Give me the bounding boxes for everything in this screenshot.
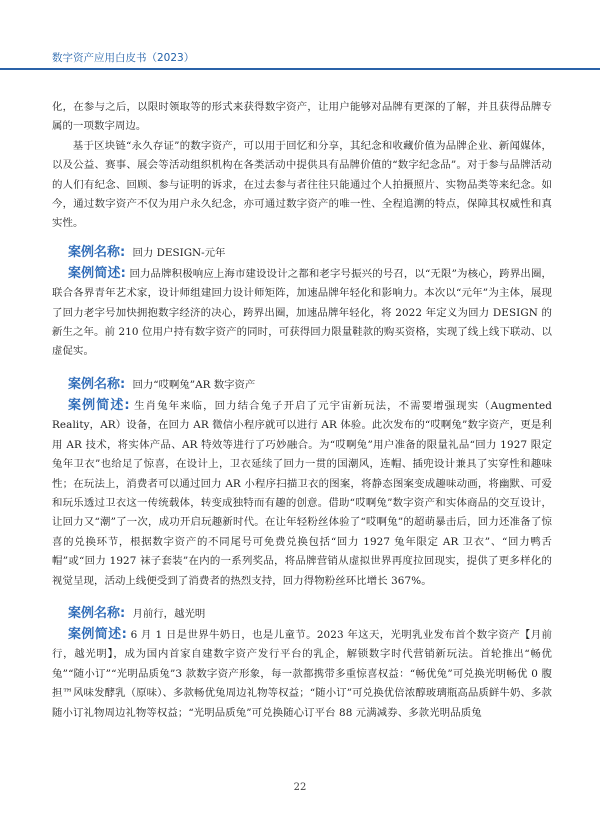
case-2-desc: 生肖兔年来临，回力结合兔子开启了元宇宙新玩法，不需要增强现实（Augmented Reality，AR）设备，在回力 AR 微信小程序就可以进行 AR 体验。此次发布的“哎啊兔”数字资产，更是利用 AR 技术，将实体产品、AR 特效等进行了巧妙融合。为“哎啊兔”用户准备的限量礼品“回力 1927 限定兔年卫衣”也给足了惊喜，在设计上，卫衣延续了回力一贯的国潮风，连帽、插兜设计兼具了实穿性和趣味性；在玩法上，消费者可以通过回力 AR 小程序扫描卫衣的图案，将静态图案变成趣味动画，将幽默、可爱和玩乐透过卫衣这一传统载体，转变成独特而有趣的创意。借助“哎啊兔”数字资产和实体商品的交互设计，让回力又“潮”了一次，成功开启玩趣新时代。在让年轻粉丝体验了“哎啊兔”的超萌暴击后，回力还准备了惊喜的兑换环节，根据数字资产的不同尾号可免费兑换包括“回力 1927 兔年限定 AR 卫衣”、“回力鸭舌帽”或“回力 1927 袜子套装”在内的一系列奖品，将品牌营销从虚拟世界再度拉回现实，提供了更多样化的视觉呈现，活动上线便受到了消费者的热烈支持，回力得物粉丝环比增长 367%。: [52, 399, 553, 587]
case-1-name: 回力 DESIGN-元年: [132, 246, 226, 259]
case-2-desc-block: [52, 396, 552, 591]
case-desc-label: 案例简述:: [68, 265, 126, 281]
case-3-name-row: [52, 603, 552, 625]
intro-paragraph-1: 化，在参与之后，以限时领取等的形式来获得数字资产，让用户能够对品牌有更深的了解，并且获得品牌专属的一项数字周边。: [52, 101, 552, 133]
case-desc-label: 案例简述:: [68, 626, 127, 642]
case-3-desc: 6 月 1 日是世界牛奶日，也是儿童节。2023 年这天，光明乳业发布首个数字资产【月前行，越光明】，成为国内首家自建数字资产发行平台的乳企，解锁数字时代营销新玩法。首轮推出“畅优兔”“随小订”“光明品质兔”3 款数字资产形象，每一款都携带多重惊喜权益：“畅优兔”可兑换光明畅优 0 腹担™风味发酵乳（原味）、多款畅优兔周边礼物等权益；“随小订”可兑换优倍浓醇玻璃瓶高品质鲜牛奶、多款随小订礼物周边礼物等权益；“光明品质兔”可兑换随心订平台 88 元满减券、多款光明品质兔: [52, 628, 552, 719]
case-desc-label: 案例简述:: [68, 397, 130, 413]
case-1-desc: 回力品牌积极响应上海市建设设计之都和老字号振兴的号召，以“无限”为核心，跨界出圈，联合各界青年艺术家，设计师组建回力设计师矩阵，加速品牌年轻化和影响力。本次以“元年”为主体，展现了回力老字号加快拥抱数字经济的决心，跨界出圈，加速品牌年轻化，将 2022 年定义为回力 DESIGN 的新生之年。前 210 位用户持有数字资产的同时，可获得回力限量鞋款的购买资格，实现了线上线下联动、以虚促实。: [52, 267, 552, 358]
page-content: [52, 98, 552, 723]
case-3: [52, 603, 552, 723]
header-divider: [0, 68, 600, 70]
case-name-label: 案例名称:: [68, 376, 126, 392]
case-1-name-row: [52, 242, 552, 264]
case-3-desc-block: [52, 625, 552, 723]
page-number: 22: [293, 782, 307, 793]
intro-paragraph-2: 基于区块链“永久存证”的数字资产，可以用于回忆和分享，其纪念和收藏价值为品牌企业、新闻媒体，以及公益、赛事、展会等活动组织机构在各类活动中提供具有品牌价值的“数字纪念品”。对于参与品牌活动的人们有纪念、回顾、参与证明的诉求，在过去参与者往往只能通过个人拍摄照片、实物品类等来纪念。如今，通过数字资产不仅为用户永久纪念，亦可通过数字资产的唯一性、全程追溯的特点，保障其权威性和真实性。: [52, 139, 552, 230]
case-2-name: 回力“哎啊兔”AR 数字资产: [132, 378, 256, 391]
case-name-label: 案例名称:: [68, 244, 126, 260]
running-header: 数字资产应用白皮书（2023）: [52, 52, 195, 64]
case-1: [52, 242, 552, 362]
case-name-label: 案例名称:: [68, 605, 126, 621]
case-2-name-row: [52, 374, 552, 396]
case-1-desc-block: [52, 264, 552, 362]
case-2: [52, 374, 552, 591]
case-3-name: 月前行，越光明: [132, 607, 206, 620]
